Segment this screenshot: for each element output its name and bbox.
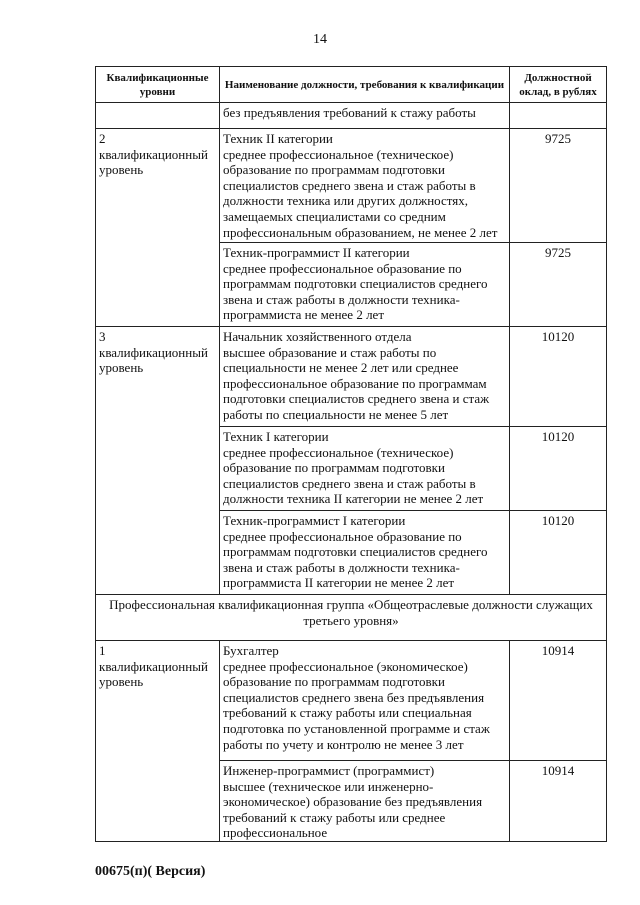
position-title: Бухгалтер [223, 643, 279, 658]
table-row [96, 641, 607, 761]
group-row [96, 595, 607, 641]
table-row [96, 129, 607, 243]
document-footer: 00675(п)( Версия) [95, 864, 206, 879]
position-title: Техник II категории [223, 131, 333, 146]
requirement-text: среднее профессиональное образование по программам подготовки специалистов среднего звена и стаж работы в должности техника-программиста II категории не менее 2 лет [223, 528, 488, 591]
level-cell: 3 квалификационный уровень [96, 327, 220, 595]
position-title: Техник-программист II категории [223, 245, 410, 260]
requirement-text: высшее образование и стаж работы по специальности не менее 2 лет или среднее профессиональное образование по программам подготовки специалистов среднего звена и стаж работы по специальности не менее 5 лет [223, 344, 490, 422]
salary-cell: 9725 [510, 243, 607, 327]
requirement-text: среднее профессиональное (техническое) образование по программам подготовки специалистов среднего звена и стаж работы в должности техника II категории не менее 2 лет [223, 444, 484, 507]
salary-cell: 10120 [510, 511, 607, 595]
salary-cell: 10914 [510, 761, 607, 842]
position-title: Техник-программист I категории [223, 513, 406, 528]
level-cell: 1 квалификационный уровень [96, 641, 220, 842]
requirement-text: среднее профессиональное (экономическое) образование по программам подготовки специалистов среднего звена без предъявления требований к стажу работы или специальная подготовка по установленной программе и стаж работы по учету и контролю не менее 3 лет [223, 658, 490, 752]
requirement-text: среднее профессиональное (техническое) образование по программам подготовки специалистов среднего звена и стаж работы в должности техника или других должностях, замещаемых специалистами со средним профессиональным образованием, не менее 2 лет [223, 146, 498, 240]
group-heading: Профессиональная квалификационная группа «Общеотраслевые должности служащих третьего уровня» [96, 595, 607, 641]
position-title: Техник I категории [223, 429, 329, 444]
table-row [96, 327, 607, 427]
requirement-text: высшее (техническое или инженерно-экономическое) образование без предъявления требований к стажу работы или среднее профессиональное [223, 778, 483, 841]
header-salary: Должностной оклад, в рублях [510, 67, 607, 103]
salary-cell: 10914 [510, 641, 607, 761]
table-row [96, 103, 607, 129]
position-title: Начальник хозяйственного отдела [223, 329, 412, 344]
salary-cell: 9725 [510, 129, 607, 243]
header-levels: Квалификационные уровни [96, 67, 220, 103]
page-number: 14 [313, 32, 327, 47]
requirement-text: без предъявления требований к стажу работы [223, 105, 476, 120]
qualification-table [95, 66, 607, 842]
table-header-row [96, 67, 607, 103]
level-cell: 2 квалификационный уровень [96, 129, 220, 327]
position-title: Инженер-программист (программист) [223, 763, 435, 778]
salary-cell: 10120 [510, 327, 607, 427]
requirement-text: среднее профессиональное образование по программам подготовки специалистов среднего звена и стаж работы в должности техника-программиста не менее 2 лет [223, 260, 488, 323]
salary-cell: 10120 [510, 427, 607, 511]
header-position: Наименование должности, требования к квалификации [220, 67, 510, 103]
